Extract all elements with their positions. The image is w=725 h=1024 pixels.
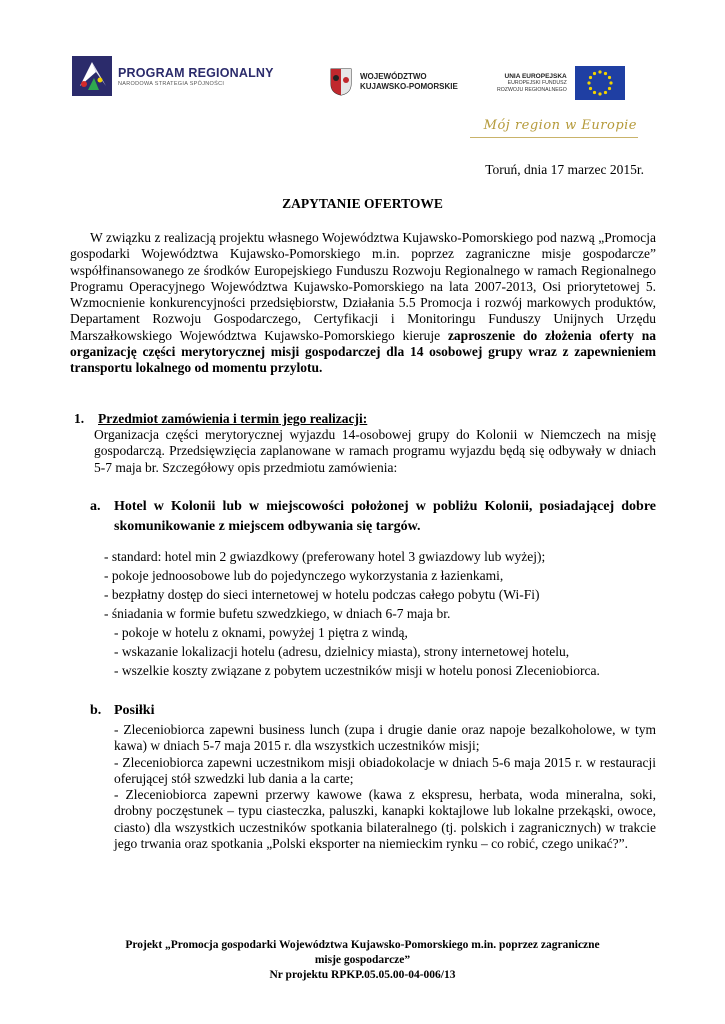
list-item: - pokoje w hotelu z oknami, powyżej 1 piętra z windą, — [114, 625, 408, 640]
section-1-body: Organizacja części merytorycznej wyjazdu 14-osobowej grupy do Kolonii w Niemczech na misję gospodarczą. Przedsięwzięcia zaplanowane w ramach programu wyjazdu będą się odbywały w dniach 5-7 maja br. Szczegółowy opis przedmiotu zamówienia: — [94, 427, 656, 475]
intro-bold-text: zaproszenie do złożenia oferty na organizację części merytorycznej misji gospodarczej dla 14 osobowej grupy wraz z zapewnieniem transportu lokalnego od momentu przylotu. — [70, 327, 656, 376]
eu-line2: EUROPEJSKI FUNDUSZ — [507, 79, 567, 86]
section-1-number: 1. — [74, 411, 85, 426]
document-date: Toruń, dnia 17 marzec 2015r. — [485, 162, 644, 177]
list-item: - standard: hotel min 2 gwiazdkowy (preferowany hotel 3 gwiazdowy lub wyżej); — [104, 549, 546, 564]
list-item: - wskazanie lokalizacji hotelu (adresu, dzielnicy miasta), strony internetowej hotelu, — [114, 644, 570, 659]
intro-plain-text: W związku z realizacją projektu własnego Województwa Kujawsko-Pomorskiego pod nazwą „Promocja gospodarki Województwa Kujawsko-Pomorskiego m.in. poprzez zagraniczne misje gospodarcze” współfinansowanego ze środków Europejskiego Funduszu Rozwoju Regionalnego w ramach Regionalnego Programu Operacyjnego Województwa Kujawsko-Pomorskiego na lata 2007-2013, Osi priorytetowej 5. Wzmocnienie konkurencyjności przedsiębiorstw, Działania 5.5 Promocja i rozwój markowych produktów, Departament Rozwoju Gospodarczego, Certyfikacji i Monitoringu Funduszy Unijnych Urzędu Marszałkowskiego Województwa Kujawsko-Pomorskiego kieruje — [70, 230, 656, 343]
eu-line1: UNIA EUROPEJSKA — [504, 72, 567, 80]
program-subtitle: NARODOWA STRATEGIA SPÓJNOŚCI — [118, 80, 225, 87]
subsection-b — [90, 703, 656, 719]
footer-line1: Projekt „Promocja gospodarki Województwa Kujawsko-Pomorskiego m.in. poprzez zagraniczne — [125, 939, 600, 951]
section-1-title: Przedmiot zamówienia i termin jego realizacji: — [98, 411, 368, 426]
subsection-a-list — [100, 547, 660, 680]
list-item: - wszelkie koszty związane z pobytem uczestników misji w hotelu ponosi Zleceniobiorca. — [114, 663, 600, 678]
list-item: - Zleceniobiorca zapewni przerwy kawowe (kawa z ekspresu, herbata, woda mineralna, soki, drobny poczęstunek – typu ciasteczka, paluszki, kanapki koktajlowe lub lokalne przekąski, owoce, ciasto) dla wszystkich uczestników spotkania bilateralnego (tj. polskich i zagranicznych) w trakcie jego trwania oraz spotkania „Polski eksporter na niemieckim rynku – co robić, czego unikać?”. — [114, 787, 656, 852]
header-logos — [72, 56, 652, 116]
slogan: Mój region w Europie — [483, 118, 637, 133]
subsection-a — [90, 497, 656, 537]
voivodeship-line2: KUJAWSKO-POMORSKIE — [360, 82, 458, 91]
subsection-b-letter: b. — [90, 703, 102, 718]
page-footer — [0, 938, 725, 983]
program-regionalny-logo — [72, 56, 274, 96]
eu-line3: ROZWOJU REGIONALNEGO — [497, 86, 567, 93]
subsection-b-list — [114, 722, 656, 852]
subsection-a-letter: a. — [90, 499, 101, 514]
document-title: ZAPYTANIE OFERTOWE — [282, 196, 443, 211]
intro-paragraph — [70, 230, 656, 377]
list-item: - Zleceniobiorca zapewni business lunch (zupa i drugie danie oraz napoje bezalkoholowe, w tym kawa) w dniach 5-7 maja 2015 r. dla wszystkich uczestników misji; — [114, 722, 656, 754]
footer-line3: Nr projektu RPKP.05.05.00-04-006/13 — [269, 969, 456, 981]
list-item: - pokoje jednoosobowe lub do pojedynczego wykorzystania z łazienkami, — [104, 568, 504, 583]
eu-flag-icon — [575, 66, 625, 100]
list-item: - śniadania w formie bufetu szwedzkiego, w dniach 6-7 maja br. — [104, 606, 451, 621]
voivodeship-line1: WOJEWÓDZTWO — [360, 72, 427, 81]
list-item: - Zleceniobiorca zapewni uczestnikom misji obiadokolacje w dniach 5-6 maja 2015 r. w restauracji oferującej stół szwedzki lub dania a la carte; — [114, 754, 656, 786]
section-1 — [70, 411, 656, 476]
list-item: - bezpłatny dostęp do sieci internetowej w hotelu podczas całego pobytu (Wi-Fi) — [104, 587, 540, 602]
footer-line2: misje gospodarcze” — [314, 954, 411, 966]
slogan-underline — [470, 137, 638, 138]
voivodeship-coat-of-arms-icon — [330, 68, 352, 96]
voivodeship-logo — [330, 68, 458, 96]
eu-logo — [497, 66, 625, 100]
subsection-b-title: Posiłki — [114, 703, 155, 718]
program-title: PROGRAM REGIONALNY — [118, 65, 274, 80]
subsection-a-title: Hotel w Kolonii lub w miejscowości położonej w pobliżu Kolonii, posiadającej dobre skomunikowanie z miejscem odbywania się targów. — [114, 499, 656, 534]
program-regionalny-emblem-icon — [72, 56, 112, 96]
